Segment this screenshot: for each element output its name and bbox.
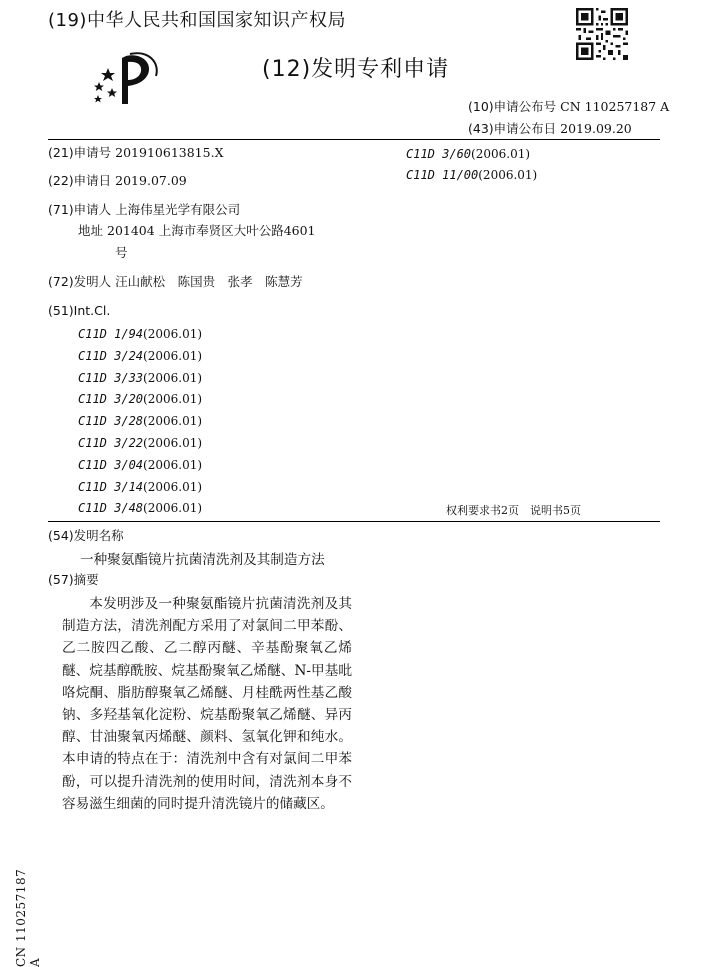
document-type: (12)发明专利申请 [262, 57, 450, 82]
application-date-row [48, 172, 187, 190]
address-label: 地址 [78, 223, 104, 238]
publication-date-label: (43)申请公布日 [468, 121, 557, 136]
address-line-2: 号 [115, 245, 128, 260]
ipc-entry: C11D 3/48(2006.01) [78, 501, 203, 516]
logo-star [101, 68, 115, 81]
logo-star [94, 82, 104, 91]
publication-number-label: (10)申请公布号 [468, 99, 557, 114]
applicant-label: (71)申请人 [48, 202, 112, 217]
ipc-entry: C11D 3/28(2006.01) [78, 414, 203, 429]
logo-mark [122, 55, 149, 104]
ipc-entry: C11D 3/20(2006.01) [78, 392, 203, 407]
ipc-list-left [78, 324, 202, 520]
ipc-entry: C11D 1/94(2006.01) [78, 327, 203, 341]
logo-star [94, 95, 102, 103]
header-divider [48, 139, 660, 140]
ipc-entry: C11D 3/33(2006.01) [78, 370, 203, 385]
title-label: (54)发明名称 [48, 528, 124, 543]
application-number-label: (21)申请号 [48, 145, 112, 160]
int-cl-label: (51)Int.Cl. [48, 303, 111, 318]
invention-title: 一种聚氨酯镜片抗菌清洗剂及其制造方法 [80, 552, 325, 568]
ipc-list-right [406, 144, 537, 186]
qr-code-icon [576, 8, 628, 60]
ipc-entry: C11D 3/22(2006.01) [78, 435, 203, 450]
section-divider [48, 521, 660, 522]
inventor-label: (72)发明人 [48, 274, 112, 289]
inventor-row [48, 273, 303, 291]
abstract-text: 本发明涉及一种聚氨酯镜片抗菌清洗剂及其制造方法，清洗剂配方采用了对氯间二甲苯酚、乙二胺四乙酸、乙二醇丙醚、辛基酚聚氧乙烯醚、烷基醇酰胺、烷基酚聚氧乙烯醚、N-甲基吡咯烷酮、脂肪醇聚氧乙烯醚、月桂酰两性基乙酸钠、多羟基氧化淀粉、烷基酚聚氧乙烯醚、异丙醇、甘油聚氧丙烯醚、颜料、氢氧化钾和纯水。本申请的特点在于：清洗剂中含有对氯间二甲苯酚，可以提升清洗剂的使用时间，清洗剂本身不容易滋生细菌的同时提升清洗镜片的储藏区。 [62, 596, 352, 812]
cnipa-logo [86, 48, 162, 110]
applicant-name: 上海伟星光学有限公司 [115, 202, 241, 217]
address-line-1: 201404 上海市奉贤区大叶公路4601 [107, 223, 316, 238]
application-date-label: (22)申请日 [48, 173, 112, 188]
publication-date-row [468, 119, 632, 137]
ipc-entry: C11D 3/60(2006.01) [406, 147, 531, 161]
inventor-names: 汪山献松 陈国贵 张孝 陈慧芳 [115, 274, 303, 289]
application-date: 2019.07.09 [115, 173, 187, 188]
office-name: (19)中华人民共和国国家知识产权局 [48, 10, 346, 31]
publication-date: 2019.09.20 [560, 121, 632, 136]
application-number-row [48, 144, 223, 162]
logo-star [107, 88, 117, 97]
vertical-publication-id: CN 110257187 A [14, 868, 42, 967]
application-number: 201910613815.X [115, 145, 224, 160]
address-row [78, 222, 316, 240]
ipc-entry: C11D 3/24(2006.01) [78, 348, 203, 363]
applicant-row [48, 201, 240, 219]
ipc-entry: C11D 11/00(2006.01) [406, 168, 538, 182]
ipc-entry: C11D 3/14(2006.01) [78, 479, 203, 494]
ipc-entry: C11D 3/04(2006.01) [78, 457, 203, 472]
page-count-info: 权利要求书2页 说明书5页 [446, 504, 581, 517]
publication-number: CN 110257187 A [560, 99, 670, 114]
publication-number-row [468, 97, 669, 115]
abstract-label: (57)摘要 [48, 572, 99, 587]
